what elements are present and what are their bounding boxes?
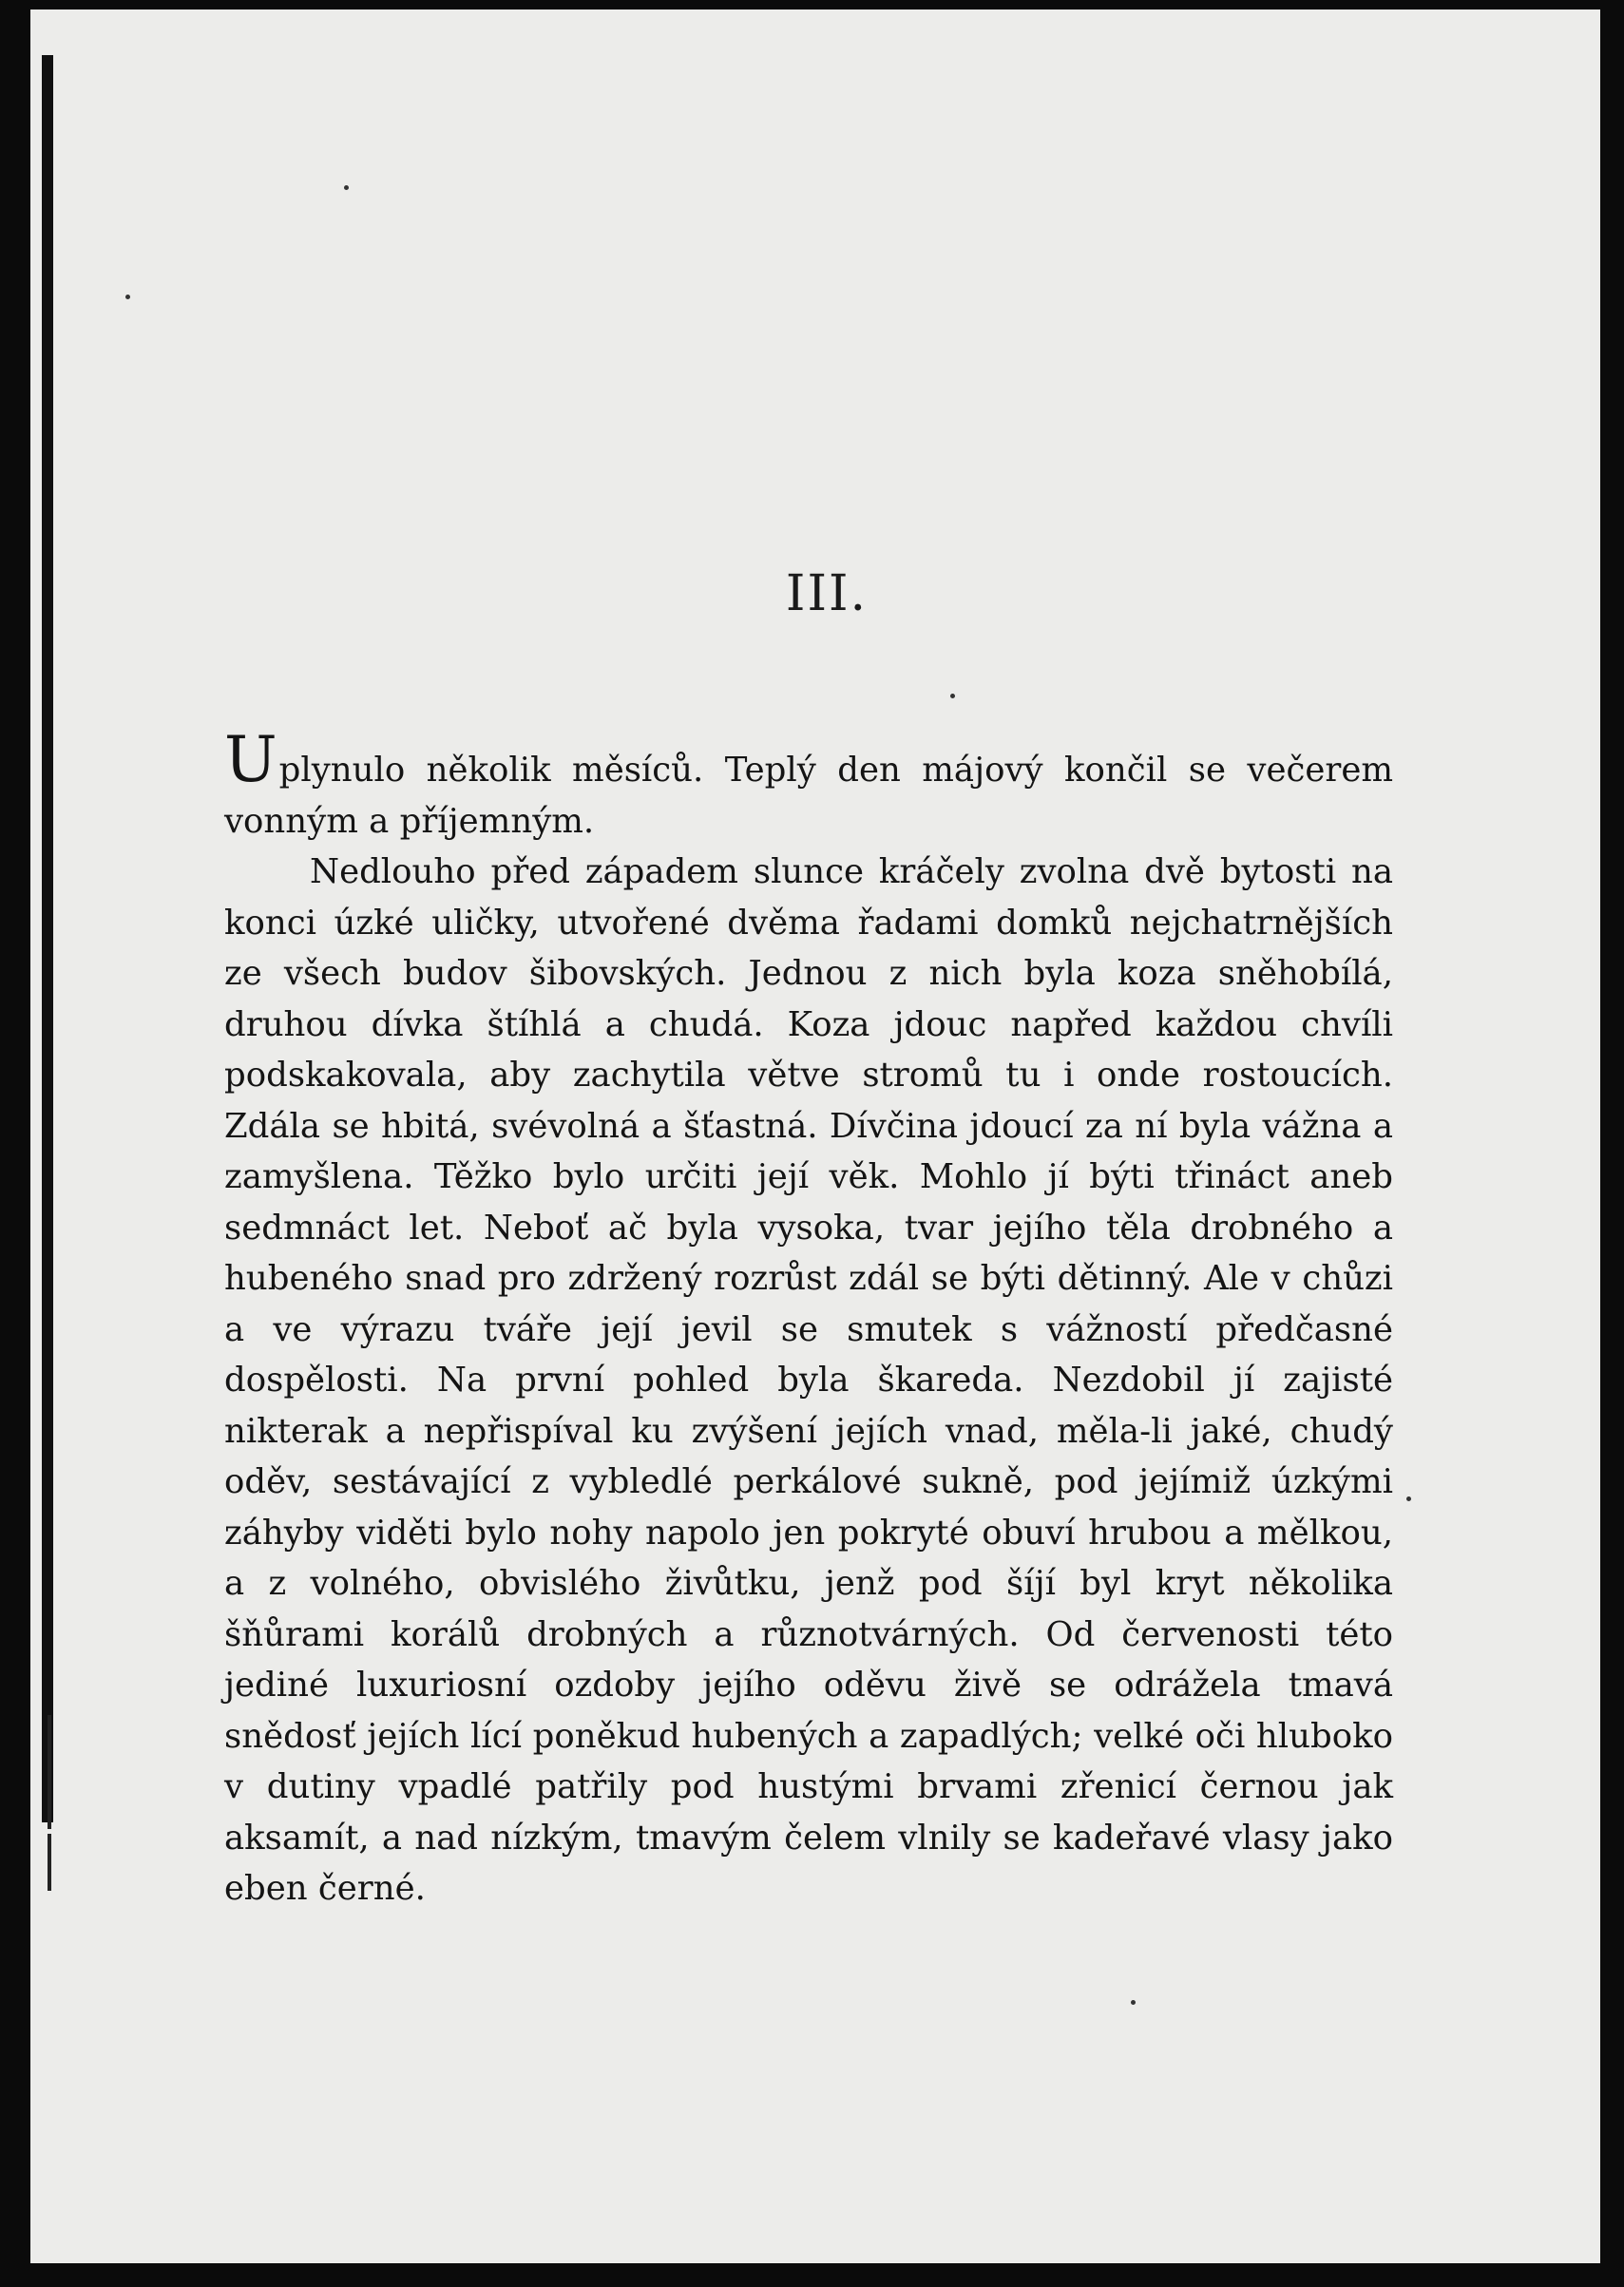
paper-speck — [344, 185, 349, 190]
chapter-text — [224, 723, 1393, 1915]
paragraph-1 — [224, 723, 1393, 847]
paper-speck — [950, 694, 955, 698]
page-gutter-shadow — [42, 55, 53, 1822]
paragraph-2: Nedlouho před západem slunce kráčely zvolna dvě bytosti na konci úzké uličky, utvořené dvěma řadami domků nejchatrnějších ze všech budov šibovských. Jednou z nich byla koza sněhobílá, druhou dívka štíhlá a chudá. Koza jdouc napřed každou chvíli podskakovala, aby zachytila větve stromů tu i onde rostoucích. Zdála se hbitá, svévolná a šťastná. Dívčina jdoucí za ní byla vážna a zamyšlena. Těžko bylo určiti její věk. Mohlo jí býti třináct aneb sedmnáct let. Neboť ač byla vysoka, tvar jejího těla drobného a hubeného snad pro zdržený rozrůst zdál se býti dětinný. Ale v chůzi a ve výrazu tváře její jevil se smutek s vážností předčasné dospělosti. Na první pohled byla škareda. Nezdobil jí zajisté nikterak a nepřispíval ku zvýšení jejích vnad, měla-li jaké, chudý oděv, sestávající z vybledlé perkálové sukně, pod jejímiž úzkými záhyby viděti bylo nohy napolo jen pokryté obuví hrubou a mělkou, a z volného, obvislého živůtku, jenž pod šíjí byl kryt několika šňůrami korálů drobných a různotvárných. Od červenosti této jediné luxuriosní ozdoby jejího oděvu živě se odrážela tmavá snědosť jejích lící poněkud hubených a zapadlých; velké oči hluboko v dutiny vpadlé patřily pod hustými brvami zřenicí černou jak aksamít, a nad nízkým, tmavým čelem vlnily se kadeřavé vlasy jako eben černé. — [224, 852, 1393, 1908]
paper-speck — [125, 295, 130, 299]
gutter-mark — [48, 1715, 51, 1829]
paper-speck — [1131, 2000, 1136, 2005]
book-page — [30, 10, 1600, 2263]
paragraph-1-text: plynulo několik měsíců. Teplý den májový končil se večerem vonným a příjemným. — [224, 751, 1393, 841]
paper-speck — [1406, 1496, 1411, 1501]
chapter-heading — [30, 565, 1600, 622]
chapter-number: III. — [785, 565, 869, 622]
gutter-mark — [48, 1834, 51, 1891]
initial-letter: U — [224, 723, 277, 796]
